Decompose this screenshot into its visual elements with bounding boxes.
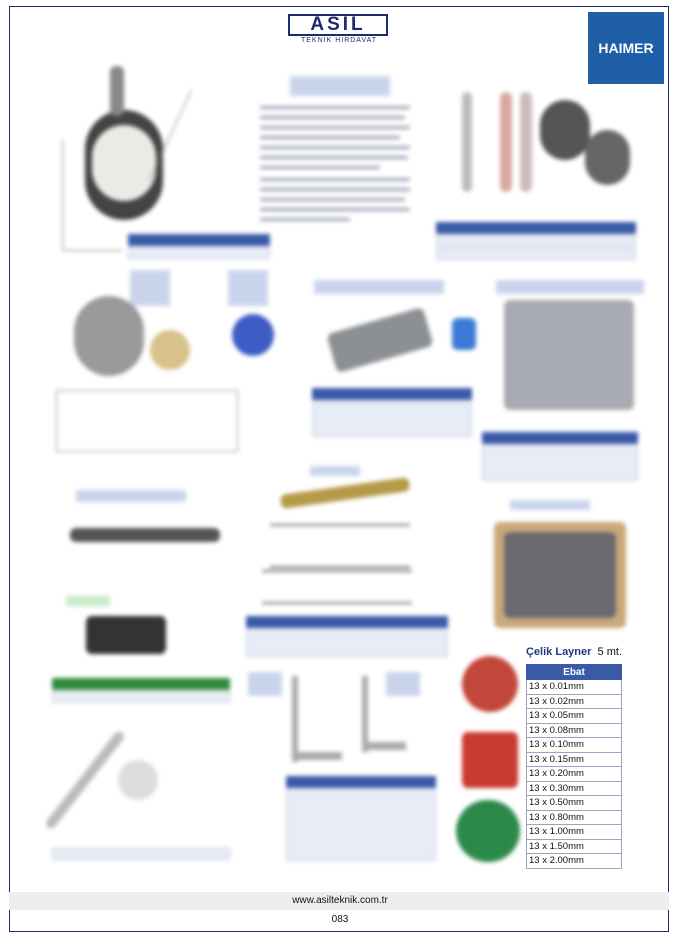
layner-size-table [526,664,622,869]
table-row [527,839,622,854]
table-row [527,767,622,782]
table-row [527,680,622,695]
layner-length: 5 mt. [597,646,622,658]
table-row [527,694,622,709]
layner-size-cell: 13 x 0.02mm [527,694,622,709]
table-row [527,810,622,825]
table-row [527,752,622,767]
table-row [527,723,622,738]
dial-gauge-face [92,125,156,201]
layner-size-cell: 13 x 0.05mm [527,709,622,724]
layner-column-header: Ebat [527,665,622,680]
table-row [527,825,622,840]
table-row [527,854,622,869]
footer-url[interactable]: www.asilteknik.com.tr [292,895,388,906]
shim-reel-red [462,732,518,788]
table-row [527,709,622,724]
table-row [527,738,622,753]
layner-size-cell: 13 x 0.10mm [527,738,622,753]
table-row [527,796,622,811]
layner-size-cell: 13 x 1.50mm [527,839,622,854]
layner-size-cell: 13 x 0.30mm [527,781,622,796]
shim-reel-orange [462,656,518,712]
brand-logo: ASIL [288,14,388,36]
layner-rows [527,680,622,869]
layner-title-text: Çelik Layner [526,646,592,658]
page-number: 083 [331,914,349,925]
layner-size-cell: 13 x 0.80mm [527,810,622,825]
layner-size-cell: 13 x 0.20mm [527,767,622,782]
table-row [527,781,622,796]
layner-size-cell: 13 x 0.08mm [527,723,622,738]
layner-size-cell: 13 x 2.00mm [527,854,622,869]
layner-size-cell: 13 x 0.15mm [527,752,622,767]
layner-title [526,646,622,658]
layner-size-cell: 13 x 0.50mm [527,796,622,811]
haimer-logo: HAIMER [588,12,664,84]
layner-size-cell: 13 x 1.00mm [527,825,622,840]
shim-reel-green [456,800,520,862]
brand-subtitle: TEKNİK HIRDAVAT [300,37,378,44]
layner-size-cell: 13 x 0.01mm [527,680,622,695]
